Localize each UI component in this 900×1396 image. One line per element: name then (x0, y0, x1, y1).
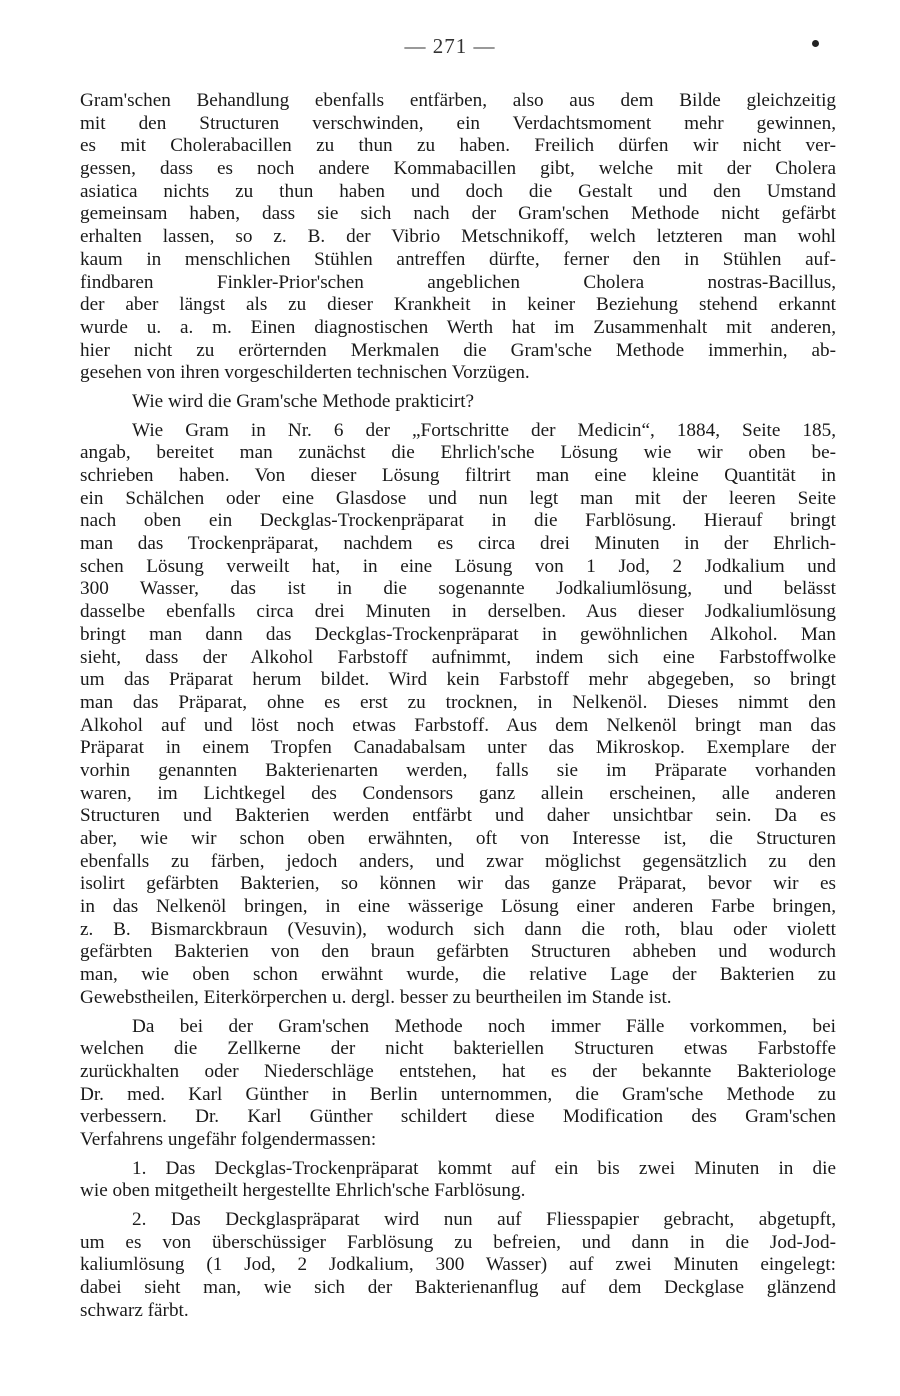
text-line: Verfahrens ungefähr folgendermassen: (80, 1128, 377, 1150)
text-line: findbaren Finkler-Prior'schen angeblichen Cholera nostras-Bacillus, (80, 271, 836, 293)
text-line: man, wie oben schon erwähnt wurde, die relative Lage der Bakterien zu (80, 964, 836, 986)
text-line: z. B. Bismarckbraun (Vesuvin), wodurch sich dann die roth, blau oder violett (80, 918, 836, 940)
text-line: sieht, dass der Alkohol Farbstoff aufnimmt, indem sich eine Farbstoffwolke (80, 646, 836, 668)
text-line: gessen, dass es noch andere Kommabacillen gibt, welche mit der Cholera (80, 158, 836, 180)
text-line: dabei sieht man, wie sich der Bakterienanflug auf dem Deckglase glänzend (80, 1277, 836, 1299)
text-line: schen Lösung verweilt hat, in eine Lösung von 1 Jod, 2 Jodkalium und (80, 555, 836, 577)
text-line: der aber längst als zu dieser Krankheit in keiner Beziehung stehend erkannt (80, 294, 836, 316)
text-line: hier nicht zu erörternden Merkmalen die Gram'sche Methode immerhin, ab- (80, 339, 836, 361)
text-line: Dr. med. Karl Günther in Berlin unternommen, die Gram'sche Methode zu (80, 1083, 836, 1105)
text-line: mit den Structuren verschwinden, ein Verdachtsmoment mehr gewinnen, (80, 112, 836, 134)
text-line: kaum in menschlichen Stühlen antreffen dürfte, ferner den in Stühlen auf- (80, 248, 836, 270)
text-line: aber, wie wir schon oben erwähnten, oft von Interesse ist, die Structuren (80, 828, 836, 849)
paragraph-guenther (80, 1016, 836, 1152)
text-line: Wie Gram in Nr. 6 der „Fortschritte der Medicin“, 1884, Seite 185, (132, 419, 836, 441)
text-line: um es von überschüssiger Farblösung zu befreien, und dann in die Jod-Jod- (80, 1231, 836, 1253)
text-line: es mit Cholerabacillen zu thun zu haben. Freilich dürfen wir nicht ver- (80, 135, 836, 157)
text-line: Da bei der Gram'schen Methode noch immer Fälle vorkommen, bei (132, 1015, 836, 1037)
text-line: zurückhalten oder Niederschläge entstehen, hat es der bekannte Bakteriologe (80, 1060, 836, 1082)
text-line: kaliumlösung (1 Jod, 2 Jodkalium, 300 Wasser) auf zwei Minuten eingelegt: (80, 1254, 836, 1276)
text-line: Structuren und Bakterien werden entfärbt und daher unsichtbar sein. Da es (80, 805, 836, 827)
text-line: gesehen von ihren vorgeschilderten technischen Vorzügen. (80, 362, 530, 384)
text-line: isolirt gefärbten Bakterien, so können wir das ganze Präparat, bevor wir es (80, 873, 836, 895)
paragraph-step-2 (80, 1209, 836, 1322)
paragraph-method (80, 420, 836, 1010)
text-line: wurde u. a. m. Einen diagnostischen Werth hat im Zusammenhalt mit anderen, (80, 316, 836, 338)
body-text (80, 90, 836, 1322)
text-line: wie oben mitgetheilt hergestellte Ehrlich'sche Farblösung. (80, 1180, 526, 1202)
text-line: ein Schälchen oder eine Glasdose und nun legt man mit der leeren Seite (80, 487, 836, 509)
text-line: Wie wird die Gram'sche Methode prakticirt? (132, 390, 475, 412)
page-number: — 271 — (404, 34, 496, 58)
text-line: verbessern. Dr. Karl Günther schildert diese Modification des Gram'schen (80, 1106, 836, 1128)
text-line: 300 Wasser, das ist in die sogenannte Jodkaliumlösung, und belässt (80, 578, 836, 600)
text-line: welchen die Zellkerne der nicht bakteriellen Structuren etwas Farbstoffe (80, 1038, 836, 1060)
text-line: waren, im Lichtkegel des Condensors ganz allein erscheinen, alle anderen (80, 782, 836, 804)
text-line: dasselbe ebenfalls circa drei Minuten in derselben. Aus dieser Jodkaliumlösung (80, 601, 836, 623)
paragraph-continuation (80, 90, 836, 385)
paragraph-question (80, 391, 836, 414)
text-line: man das Präparat, ohne es erst zu trocknen, in Nelkenöl. Dieses nimmt den (80, 691, 836, 713)
text-line: schrieben haben. Von dieser Lösung filtrirt man eine kleine Quantität in (80, 465, 836, 486)
text-line: asiatica nichts zu thun haben und doch die Gestalt und den Umstand (80, 180, 836, 202)
text-line: Präparat in einem Tropfen Canadabalsam unter das Mikroskop. Exemplare der (80, 737, 836, 759)
text-line: um das Präparat herum bildet. Wird kein Farbstoff mehr abgegeben, so bringt (80, 669, 836, 691)
text-line: gefärbten Bakterien von den braun gefärbten Structuren abheben und wodurch (80, 941, 836, 963)
text-line: man das Trockenpräparat, nachdem es circa drei Minuten in der Ehrlich- (80, 533, 836, 555)
text-line: angab, bereitet man zunächst die Ehrlich'sche Lösung wie wir oben be- (80, 442, 836, 464)
text-line: bringt man dann das Deckglas-Trockenpräparat in gewöhnlichen Alkohol. Man (80, 623, 836, 645)
text-line: nach oben ein Deckglas-Trockenpräparat in die Farblösung. Hierauf bringt (80, 510, 836, 532)
page-mark-dot (812, 40, 819, 47)
text-line: 2. Das Deckglaspräparat wird nun auf Fliesspapier gebracht, abgetupft, (132, 1209, 836, 1230)
text-line: in das Nelkenöl bringen, in eine wässerige Lösung einer anderen Farbe bringen, (80, 896, 836, 918)
text-line: 1. Das Deckglas-Trockenpräparat kommt auf ein bis zwei Minuten in die (132, 1157, 836, 1179)
text-line: schwarz färbt. (80, 1299, 189, 1321)
paragraph-step-1 (80, 1158, 836, 1203)
text-line: Gram'schen Behandlung ebenfalls entfärben, also aus dem Bilde gleichzeitig (80, 90, 836, 111)
text-line: Alkohol auf und löst noch etwas Farbstoff. Aus dem Nelkenöl bringt man das (80, 714, 836, 736)
text-line: gemeinsam haben, dass sie sich nach der Gram'schen Methode nicht gefärbt (80, 203, 836, 225)
text-line: erhalten lassen, so z. B. der Vibrio Metschnikoff, welch letzteren man wohl (80, 226, 836, 248)
text-line: vorhin genannten Bakterienarten werden, falls sie im Präparate vorhanden (80, 759, 836, 781)
text-line: Gewebstheilen, Eiterkörperchen u. dergl. besser zu beurtheilen im Stande ist. (80, 986, 672, 1008)
text-line: ebenfalls zu färben, jedoch anders, und zwar möglichst gegensätzlich zu den (80, 850, 836, 872)
